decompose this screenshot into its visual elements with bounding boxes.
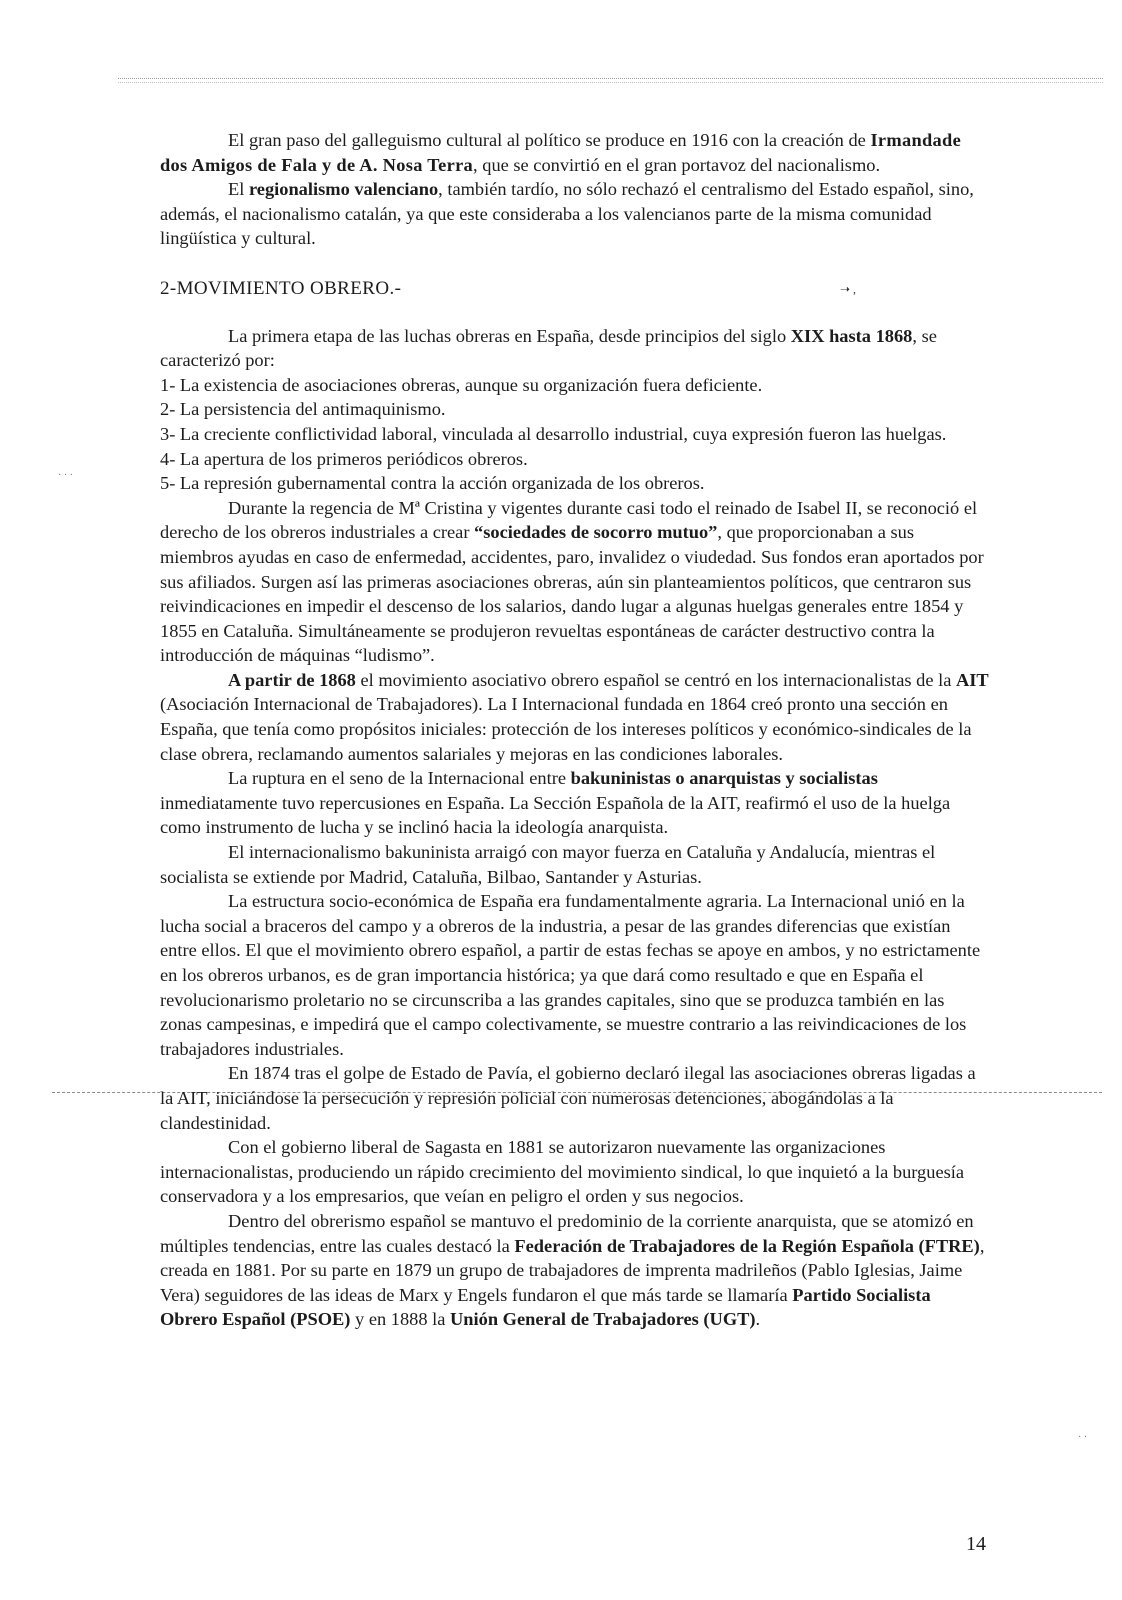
paragraph: Dentro del obrerismo español se mantuvo el predominio de la corriente anarquista, que se atomizó en múltiples tendencias, entre las cuales destacó la Federación de Trabajadores de la Región Española (FTRE), creada en 1881. Por su parte en 1879 un grupo de trabajadores de imprenta madrileños (Pablo Iglesias, Jaime Vera) seguidores de las ideas de Marx y Engels fundaron el que más tarde se llamaría Partido Socialista Obrero Español (PSOE) y en 1888 la Unión General de Trabajadores (UGT). [160, 1210, 985, 1330]
characteristics-list [160, 373, 990, 496]
list-item: 2- La persistencia del antimaquinismo. [160, 399, 446, 420]
list-item: 4- La apertura de los primeros periódicos obreros. [160, 448, 528, 469]
list-item: 5- La represión gubernamental contra la acción organizada de los obreros. [160, 473, 705, 494]
scan-speck: · · · [58, 470, 73, 481]
paragraph: El gran paso del galleguismo cultural al político se produce en 1916 con la creación de Irmandade dos Amigos de Fala y de A. Nosa Terra, que se convirtió en el gran portavoz del nacionalismo. [160, 130, 962, 175]
list-item: 3- La creciente conflictividad laboral, vinculada al desarrollo industrial, cuya expresión fueron las huelgas. [160, 423, 947, 444]
paragraph: La ruptura en el seno de la Internacional entre bakuninistas o anarquistas y socialistas inmediatamente tuvo repercusiones en España. La Sección Española de la AIT, reafirmó el uso de la huelga como instrumento de lucha y se inclinó hacia la ideología anarquista. [160, 768, 951, 838]
scan-mark: ➝ , [840, 282, 857, 296]
scan-artifact-top [118, 78, 1103, 83]
paragraph: Durante la regencia de Mª Cristina y vigentes durante casi todo el reinado de Isabel II, se reconoció el derecho de los obreros industriales a crear “sociedades de socorro mutuo”, que proporcionaban a sus miembros ayudas en caso de enfermedad, accidentes, paro, invalidez o viudedad. Sus fondos eran aportados por sus afiliados. Surgen así las primeras asociaciones obreras, aún sin planteamientos políticos, que centraron sus reivindicaciones en impedir el descenso de los salarios, dando lugar a algunas huelgas generales entre 1854 y 1855 en Cataluña. Simultáneamente se produjeron revueltas espontáneas de carácter destructivo contra la introducción de máquinas “ludismo”. [160, 497, 984, 666]
page-number: 14 [966, 1533, 986, 1555]
section-heading: 2-MOVIMIENTO OBRERO.- [160, 277, 402, 299]
paragraph: La primera etapa de las luchas obreras en España, desde principios del siglo XIX hasta 1868, se caracterizó por: [160, 325, 937, 371]
paragraph: El regionalismo valenciano, también tardío, no sólo rechazó el centralismo del Estado español, sino, además, el nacionalismo catalán, ya que este consideraba a los valencianos parte de la misma comunidad lingüística y cultural. [160, 179, 974, 249]
list-item: 1- La existencia de asociaciones obreras, aunque su organización fuera deficiente. [160, 374, 763, 395]
scan-speck: · · [1078, 1432, 1088, 1443]
paragraph: En 1874 tras el golpe de Estado de Pavía, el gobierno declaró ilegal las asociaciones obreras ligadas a la AIT, iniciándose la persecución y represión policial con numerosas detenciones, abogándolas a la clandestinidad. [160, 1063, 976, 1133]
paragraph: La estructura socio-económica de España era fundamentalmente agraria. La Internacional unió en la lucha social a braceros del campo y a obreros de la industria, a pesar de las grandes diferencias que existían entre ellos. El que el movimiento obrero español, a partir de estas fechas se apoye en ambos, y no estrictamente en los obreros urbanos, es de gran importancia histórica; ya que dará como resultado e que en España el revolucionarismo proletario no se circunscriba a las grandes capitales, sino que se produzca también en las zonas campesinas, e impedirá que el campo colectivamente, se muestre contrario a las reivindicaciones de los trabajadores industriales. [160, 891, 981, 1059]
document-body [160, 128, 990, 1332]
paragraph: A partir de 1868 el movimiento asociativo obrero español se centró en los internacionalistas de la AIT (Asociación Internacional de Trabajadores). La I Internacional fundada en 1864 creó pronto una sección en España, que tenía como propósitos iniciales: protección de los intereses políticos y económico-sindicales de la clase obrera, reclamando aumentos salariales y mejoras en las condiciones laborales. [160, 669, 989, 764]
paragraph: Con el gobierno liberal de Sagasta en 1881 se autorizaron nuevamente las organizaciones internacionalistas, produciendo un rápido crecimiento del movimiento sindical, lo que inquietó a la burguesía conservadora y a los empresarios, que veían en peligro el orden y sus negocios. [160, 1137, 965, 1207]
paragraph: El internacionalismo bakuninista arraigó con mayor fuerza en Cataluña y Andalucía, mientras el socialista se extiende por Madrid, Cataluña, Bilbao, Santander y Asturias. [160, 842, 936, 887]
